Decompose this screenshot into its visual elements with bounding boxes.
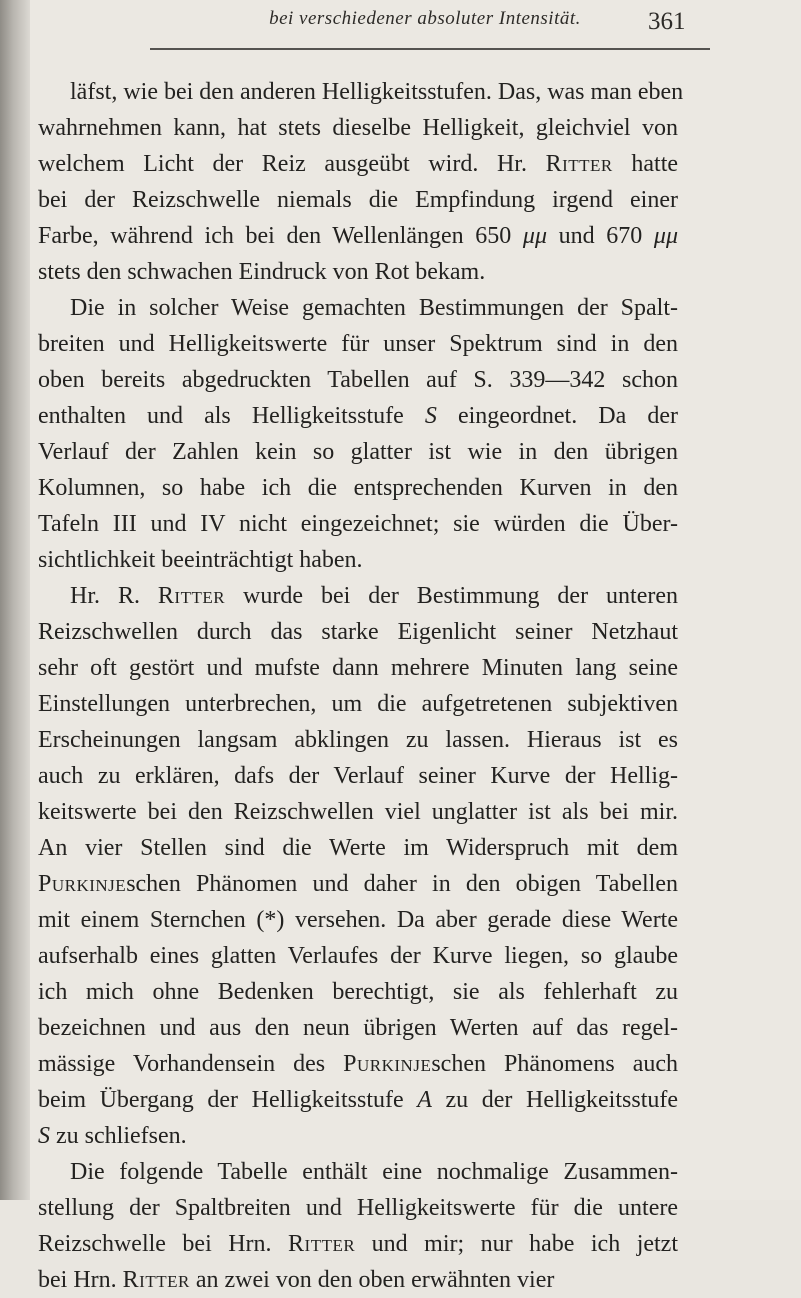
page-number: 361 <box>648 8 686 35</box>
text-line: Verlauf der Zahlen kein so glatter ist wie in den übrigen <box>38 439 678 465</box>
small-caps-name: Ritter <box>288 1231 356 1257</box>
text-line: auch zu erklären, dafs der Verlauf seiner Kurve der Hellig- <box>38 763 678 789</box>
text-line: mit einem Sternchen (*) versehen. Da aber gerade diese Werte <box>38 907 678 933</box>
italic-symbol: S <box>424 403 437 429</box>
text-line: S zu schliefsen. <box>38 1123 187 1149</box>
text-line: Die folgende Tabelle enthält eine nochmalige Zusammen- <box>70 1159 678 1185</box>
small-caps-name: Ritter <box>122 1267 190 1293</box>
text-line: keitswerte bei den Reizschwellen viel unglatter ist als bei mir. <box>38 799 678 825</box>
small-caps-name: Purkinje <box>38 871 127 897</box>
italic-symbol: μμ <box>522 223 547 249</box>
text-line: bezeichnen und aus den neun übrigen Werten auf das regel- <box>38 1015 678 1041</box>
text-line: Reizschwelle bei Hrn. Ritter und mir; nur habe ich jetzt <box>38 1231 679 1257</box>
paragraph <box>38 1154 678 1298</box>
text-line: beim Übergang der Helligkeitsstufe A zu der Helligkeitsstufe <box>38 1087 678 1113</box>
small-caps-name: Purkinje <box>343 1051 432 1077</box>
text-line: bei der Reizschwelle niemals die Empfindung irgend einer <box>38 187 678 213</box>
binding-gutter <box>0 0 30 1200</box>
paragraph <box>38 290 678 578</box>
text-line: mässige Vorhandensein des Purkinjeschen Phänomens auch <box>38 1051 679 1077</box>
text-line: breiten und Helligkeitswerte für unser Spektrum sind in den <box>38 331 678 357</box>
italic-symbol: A <box>417 1087 432 1113</box>
paragraph <box>38 578 678 1154</box>
italic-symbol: S <box>38 1123 50 1149</box>
text-line: Kolumnen, so habe ich die entsprechenden Kurven in den <box>38 475 678 501</box>
text-line: läfst, wie bei den anderen Helligkeitsstufen. Das, was man eben <box>70 79 684 105</box>
text-line: enthalten und als Helligkeitsstufe S eingeordnet. Da der <box>38 403 678 429</box>
text-line: oben bereits abgedruckten Tabellen auf S. 339—342 schon <box>38 367 678 393</box>
text-line: Reizschwellen durch das starke Eigenlicht seiner Netzhaut <box>38 619 678 645</box>
header-rule <box>150 48 710 50</box>
text-line: bei Hrn. Ritter an zwei von den oben erwähnten vier <box>38 1267 555 1293</box>
text-line: Erscheinungen langsam abklingen zu lassen. Hieraus ist es <box>38 727 678 753</box>
small-caps-name: Ritter <box>157 583 226 609</box>
text-line: Tafeln III und IV nicht eingezeichnet; sie würden die Über- <box>38 511 678 537</box>
text-line: Die in solcher Weise gemachten Bestimmungen der Spalt- <box>70 295 678 321</box>
small-caps-name: Ritter <box>545 151 613 177</box>
text-line: ich mich ohne Bedenken berechtigt, sie als fehlerhaft zu <box>38 979 678 1005</box>
text-line: stets den schwachen Eindruck von Rot bekam. <box>38 259 486 285</box>
running-head: bei verschiedener absoluter Intensität. <box>269 8 581 29</box>
text-line: Hr. R. Ritter wurde bei der Bestimmung der unteren <box>70 583 678 609</box>
text-line: Farbe, während ich bei den Wellenlängen 650 μμ und 670 μμ <box>38 223 678 249</box>
text-line: Purkinjeschen Phänomen und daher in den obigen Tabellen <box>38 871 678 897</box>
italic-symbol: μμ <box>653 223 678 249</box>
text-line: sehr oft gestört und mufste dann mehrere Minuten lang seine <box>38 655 678 681</box>
text-line: Einstellungen unterbrechen, um die aufgetretenen subjektiven <box>38 691 678 717</box>
text-line: aufserhalb eines glatten Verlaufes der Kurve liegen, so glaube <box>38 943 678 969</box>
book-page <box>30 0 801 1293</box>
body-text <box>38 74 684 1298</box>
text-line: stellung der Spaltbreiten und Helligkeitswerte für die untere <box>38 1195 678 1221</box>
paragraph <box>38 74 684 290</box>
text-line: An vier Stellen sind die Werte im Widerspruch mit dem <box>38 835 678 861</box>
text-line: welchem Licht der Reiz ausgeübt wird. Hr. Ritter hatte <box>38 151 679 177</box>
text-line: wahrnehmen kann, hat stets dieselbe Helligkeit, gleichviel von <box>38 115 678 141</box>
text-line: sichtlichkeit beeinträchtigt haben. <box>38 547 363 573</box>
